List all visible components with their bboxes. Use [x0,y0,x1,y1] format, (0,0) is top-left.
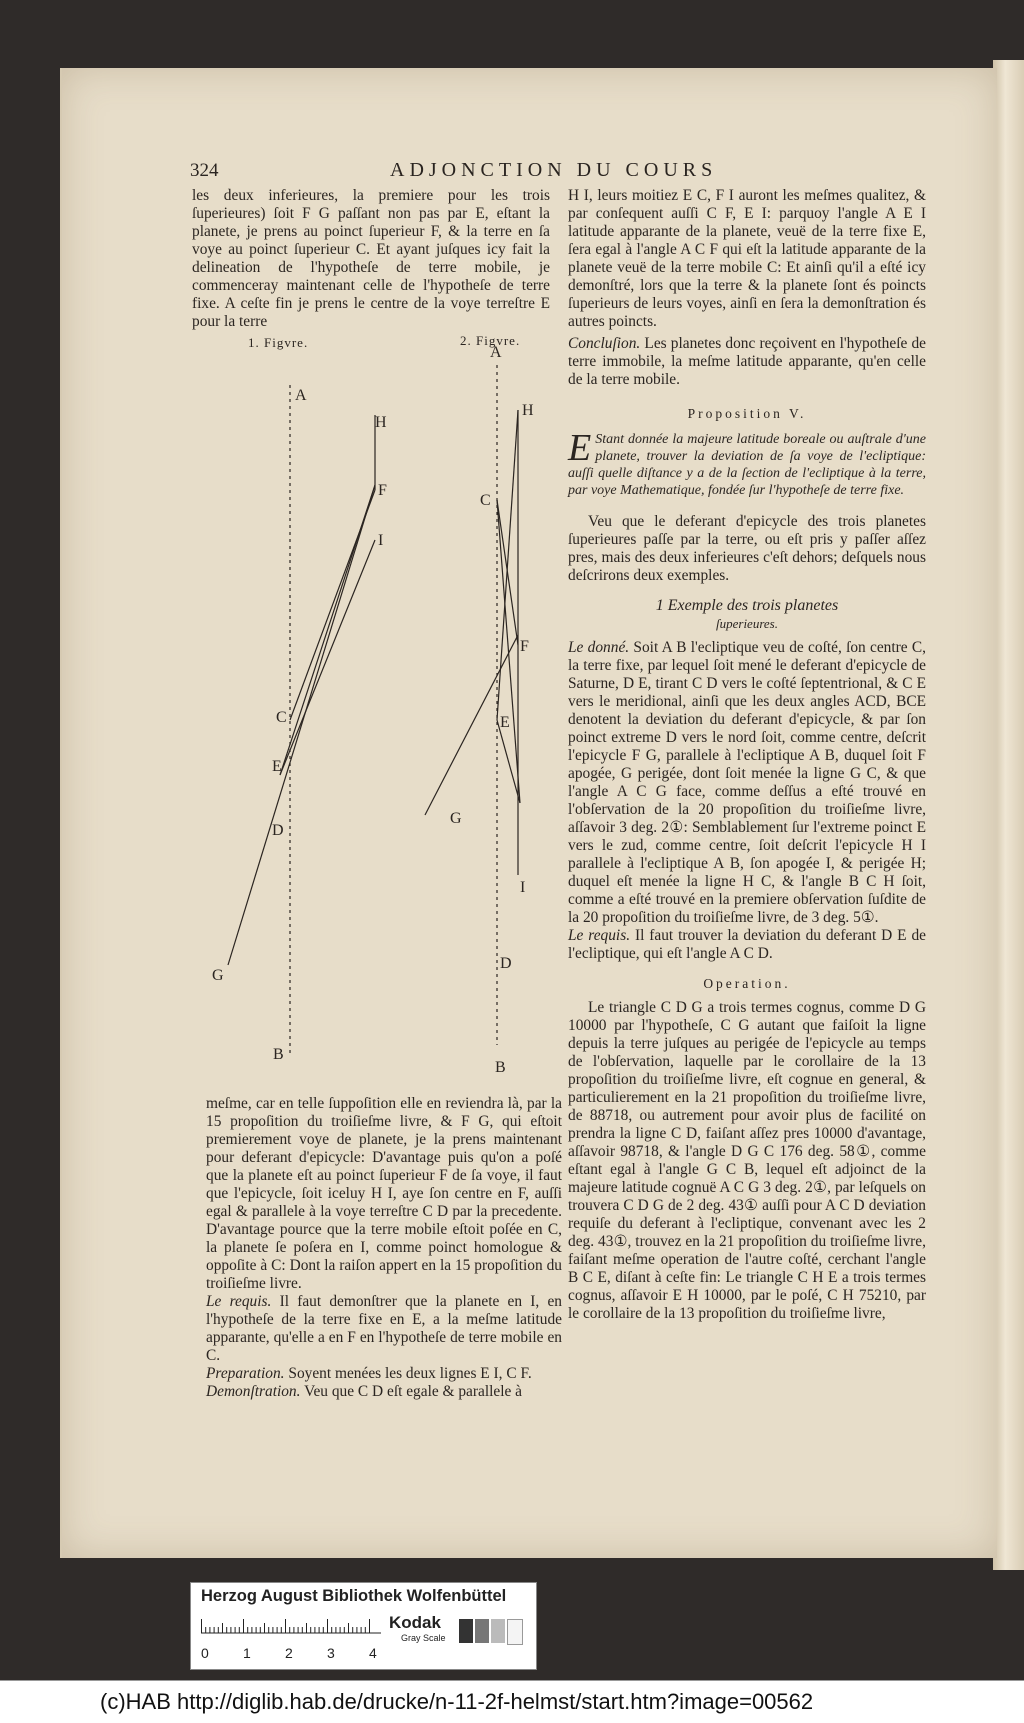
fig2-label-H: H [522,402,534,419]
fig2-line-HE [497,410,518,720]
fig1-label-I: I [378,532,384,549]
gray-swatch-light [491,1619,505,1643]
donne-text: Soit A B l'ecliptique veu de coſté, ſon centre C, la terre fixe, par lequel ſoit mené le deferant d'epicycle de Saturne, D E, tirant C D vers le coſté ſeptentrional, & C E vers le meridional, ainſi que les deux angles ACD, BCE denotent la deviation du deferant d'epicycle, & par ſon poinct extreme D vers le nord ſoit, comme centre, deſcrit l'epicycle F G, parallele à l'ecliptique A B, duquel ſoit F apogée, G perigée, dont ſoit menée la ligne G C, & que l'angle A C G face, comme deſſus a eſté trouvé en l'obſervation de la 20 propoſition du troiſieſme livre, aſſavoir 3 deg. 2①: Semblablement ſur l'extreme poinct E vers le zud, comme centre, ſoit deſcrit l'epicycle H I parallele à l'ecliptique A B, ſon apogée I, & perigée H; duquel eſt menée la ligne H C, & l'angle B C H ſoit, comme a eſté trouvé en la premiere obſervation ſuſdite de la 20 propoſition du troiſieſme livre, de 3 deg. 5①. [568,639,926,926]
left-bottom-paragraph: meſme, car en telle ſuppoſition elle en reviendra là, par la 15 propoſition du troiſieſme livre, & F G, qui eſtoit premierement voye de planete, je la prens maintenant pour deferant d'epicycle: D'avantage puis qu'on a poſé que la planete eſt au poinct ſuperieur F de ſa voye, il faut que l'epicycle, ſoit iceluy H I, aye ſon centre en F, auſſi egal & parallele à la voye terreſtre C D par la precedente. D'avantage pource que la terre mobile eſtoit poſée en C, la planete ſe poſera en I, comme poinct homologue & oppoſite à C: Dont la raiſon appert en la 15 propoſition du troiſieſme livre. [206,1095,562,1292]
requis-label: Le requis. [206,1293,272,1310]
ruler-scale [201,1613,381,1635]
fig1-line-EI [280,540,375,775]
scale-number-0: 0 [201,1645,209,1661]
fig1-label-D: D [272,822,284,839]
requis-text: Il faut demonſtrer que la planete en I, en l'hypotheſe de la terre fixe en E, a la meſme latitude apparante, qu'elle a en F en l'hypotheſe de terre mobile en C. [206,1293,562,1364]
fig1-label-G: G [212,967,224,984]
left-column-top [192,187,550,331]
scale-number-1: 1 [243,1645,251,1661]
gray-swatch-mid [475,1619,489,1643]
fig2-label-E: E [500,714,510,731]
fig1-label-C: C [276,709,287,726]
fig1-label-B: B [273,1046,284,1063]
conclusion-text: Les planetes donc reçoivent en l'hypotheſe de terre immobile, la meſme latitude apparante, qu'en celle de la terre mobile. [568,335,926,388]
figure-1 [228,385,375,1055]
fig2-label-C: C [480,492,491,509]
figure-2-labels [450,345,534,1076]
figure-1-labels [212,387,387,1063]
fig2-label-B: B [495,1059,506,1076]
scale-number-4: 4 [369,1645,377,1661]
intro-paragraph: Veu que le deferant d'epicycle des trois planetes ſuperieures paſſe par la terre, ou eſt pris y paſſer aſſez pres, mais des deux inferieures c'eſt dehors; deſquels nous deſcrirons deux exemples. [568,513,926,584]
running-head: ADJONCTION DU COURS [390,159,718,181]
gray-scale-label: Gray Scale [401,1633,446,1643]
requis2-text: Il faut trouver la deviation du deferant D E de l'ecliptique, qui eſt l'angle A C D. [568,927,926,962]
right-column [568,187,926,1323]
gray-swatch-white [507,1619,523,1645]
proposition-title: Proposition V. [687,406,807,421]
kodak-brand: Kodak [389,1613,441,1632]
example-title-line2: ſuperieures. [716,616,778,631]
fig1-label-E: E [272,758,282,775]
fig2-label-F: F [520,638,529,655]
fig2-label-I: I [520,879,526,896]
fig2-label-G: G [450,810,462,827]
figure-2 [425,365,520,1045]
fig1-label-H: H [375,414,387,431]
operation-text: Le triangle C D G a trois termes cognus, comme D G 10000 par l'hypotheſe, C G autant que faiſoit la ligne depuis la terre juſques au perigée de l'epicycle au temps de l'obſervation, laquelle par le corollaire de la 13 propoſition du troiſieſme livre, eſt cognue en general, & particulierement en la 21 propoſition du troiſieſme livre, de 88718, ou autrement pour avoir plus de facilité on prendra la ligne C D, faiſant aſſez pres 10000 d'avantage, aſſavoir 98718, & l'angle D G C 176 deg. 58①, comme eſtant egal à l'angle G C B, lequel eſt adjoinct de la majeure latitude cognuë A C G 3 deg. 2①, par leſquels on trouvera C D G de 2 deg. 43① auſſi pour A C D deviation requiſe du deferant à l'ecliptique, convenant avec les 2 deg. 43①, trouvez en la 21 propoſition du troiſieſme livre, faiſant meſme operation de l'autre coſté, cerchant l'angle B C E, diſant à ceſte fin: Le triangle C H E a trois termes cognus, aſſavoir E H 10000, par le poſé, C H 75210, par le corollaire de la 13 propoſition du troiſieſme livre, [568,999,926,1322]
preparation-label: Preparation. [206,1365,285,1382]
example-title-line1: 1 Exemple des trois planetes [655,597,839,614]
left-column-bottom [206,1095,562,1401]
footer-bar [0,1680,1024,1723]
donne-label: Le donné. [568,639,630,656]
fig1-label-A: A [295,387,307,404]
preparation-text: Soyent menées les deux lignes E I, C F. [288,1365,532,1382]
operation-title: Operation. [703,976,791,991]
geometric-figures [200,345,580,1085]
figure-2-title: 2. Figvre. [460,333,521,348]
fig2-label-D: D [500,955,512,972]
demonstration-text: Veu que C D eſt egale & parallele à [304,1383,523,1400]
left-top-paragraph: les deux inferieures, la premiere pour les trois ſuperieures) ſoit F G paſſant non pas par E, eſtant la planete, je prens au poinct ſuperieur F, & la terre en ſa voye au poinct ſuperieur C. Et ayant juſques icy fait la delineation de l'hypotheſe de terre mobile, je commenceray maintenant celle de l'hypotheſe de terre fixe. A ceſte fin je prens le centre de la voye terreſtre E pour la terre [192,187,550,330]
requis2-label: Le requis. [568,927,631,944]
color-target-card [190,1582,537,1670]
scale-number-2: 2 [285,1645,293,1661]
footer-url: (c)HAB http://diglib.hab.de/drucke/n-11-2f-helmst/start.htm?image=00562 [100,1689,814,1714]
drop-cap: E [568,427,592,469]
right-top-paragraph: H I, leurs moitiez E C, F I auront les meſmes qualitez, & par conſequent auſſi C F, E I: parquoy l'angle A E I latitude apparante de la planete, veuë de la terre fixe E, ſera egal à l'angle A C F qui eſt la latitude apparante de la planete veuë de la terre mobile C: Et ainſi qu'il a eſté icy demonſtré, lors que la terre & la planete ſont és poincts ſuperieurs de leurs voyes, ainſi en ſera la demonſtration és autres poincts. [568,187,926,330]
conclusion-label: Concluſion. [568,335,641,352]
page-header [190,160,940,182]
proposition-statement: Stant donnée la majeure latitude boreale ou auſtrale d'une planete, trouver la deviation de ſa voye de l'ecliptique: auſſi quelle diſtance y a de la ſection de l'ecliptique à la terre, par voye Mathematique, fondée ſur l'hypotheſe de terre fixe. [568,432,926,498]
fig1-line-FG [228,485,375,965]
scale-number-3: 3 [327,1645,335,1661]
fig1-label-F: F [378,482,387,499]
adjacent-page-edge [993,60,1024,1570]
page-number: 324 [190,160,219,181]
fig2-label-A: A [490,345,502,361]
demonstration-label: Demonſtration. [206,1383,301,1400]
library-name: Herzog August Bibliothek Wolfenbüttel [201,1587,507,1605]
figure-1-title: 1. Figvre. [248,335,309,350]
gray-swatch-dark [459,1619,473,1643]
fig1-line-FE [280,485,375,775]
